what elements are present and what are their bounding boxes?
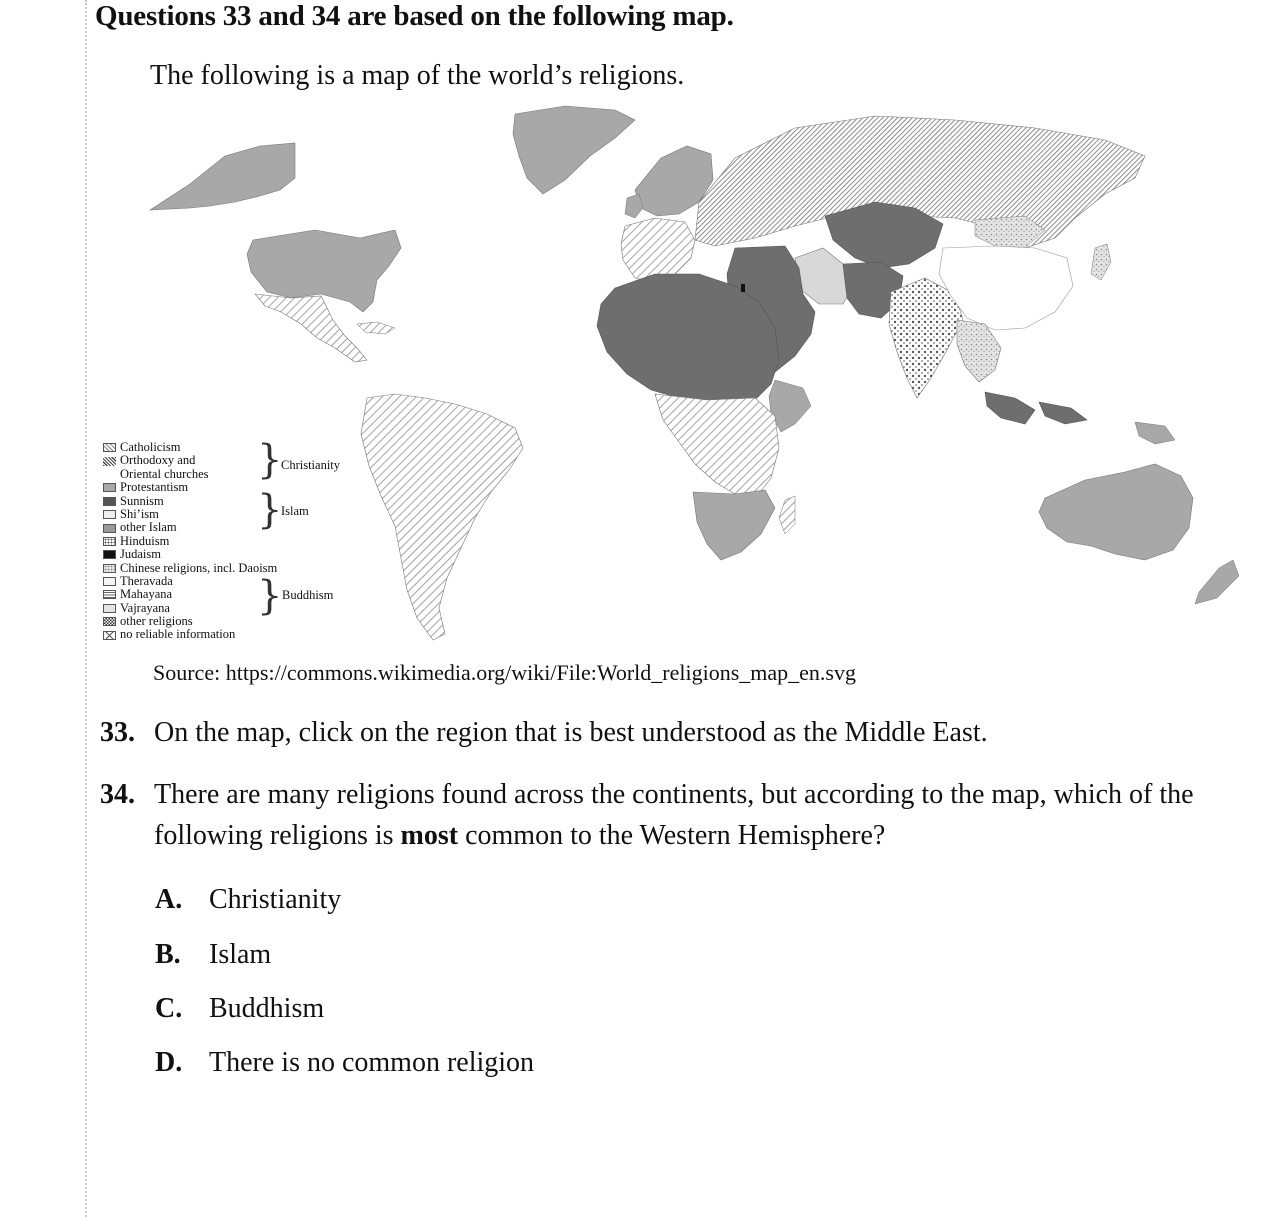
legend-group-islam: Islam — [281, 504, 309, 518]
legend-label: Sunnism — [120, 493, 164, 508]
legend-row-catholicism — [103, 441, 363, 454]
legend-label: Mahayana — [120, 587, 173, 602]
region-papua-new-guinea[interactable] — [1135, 422, 1175, 444]
checker-icon — [103, 617, 116, 626]
legend-label: Shi’ism — [120, 506, 159, 521]
light-fill-icon — [103, 510, 116, 519]
answer-option-d[interactable] — [155, 1047, 534, 1079]
section-heading: Questions 33 and 34 are based on the following map. — [95, 0, 734, 32]
option-text: There is no common religion — [209, 1047, 535, 1078]
legend-row-sunnism — [103, 495, 363, 508]
dense-diagonal-hatch-icon — [103, 457, 116, 466]
region-greenland[interactable] — [513, 106, 635, 194]
region-mexico-central-america[interactable] — [255, 294, 367, 362]
legend-label: Judaism — [120, 547, 161, 562]
legend-group-buddhism: Buddhism — [282, 588, 334, 602]
region-madagascar[interactable] — [779, 496, 795, 534]
legend-label: Chinese religions, incl. Daoism — [120, 560, 278, 575]
christianity-brace: } — [257, 437, 283, 483]
question-text-post: common to the Western Hemisphere? — [458, 820, 886, 851]
legend-label: other religions — [120, 614, 193, 629]
region-alaska[interactable] — [150, 143, 295, 210]
legend-row-protestantism — [103, 481, 363, 494]
light-gray-icon — [103, 483, 116, 492]
question-number: 34. — [100, 779, 135, 810]
legend-label: no reliable information — [120, 627, 236, 642]
legend-row-vajrayana — [103, 602, 363, 615]
legend-label: Hinduism — [120, 533, 170, 548]
speckled-icon — [103, 564, 116, 573]
black-icon — [103, 550, 116, 559]
dotted-icon — [103, 537, 116, 546]
fine-dots-icon — [103, 604, 116, 613]
region-australia[interactable] — [1039, 464, 1193, 560]
legend-row-shiism — [103, 508, 363, 521]
horizontal-lines-icon — [103, 590, 116, 599]
question-number: 33. — [100, 717, 135, 748]
diagonal-hatch-icon — [103, 443, 116, 452]
region-southern-africa[interactable] — [693, 490, 775, 560]
question-33 — [100, 712, 1280, 753]
region-israel[interactable] — [741, 284, 745, 292]
option-letter: A. — [155, 884, 183, 915]
question-34 — [100, 774, 1280, 856]
question-text-line1: There are many religions found across the continents, but according to the map, which of the — [154, 779, 1194, 810]
medium-gray-icon — [103, 524, 116, 533]
option-text: Islam — [209, 939, 272, 970]
region-western-europe[interactable] — [621, 218, 695, 282]
cross-box-icon — [103, 631, 116, 640]
question-text: On the map, click on the region that is best understood as the Middle East. — [154, 717, 988, 748]
world-religions-map[interactable] — [95, 98, 1285, 658]
answer-option-c[interactable] — [155, 993, 324, 1025]
legend-group-christianity: Christianity — [281, 458, 341, 472]
legend-label: Vajrayana — [120, 600, 170, 615]
page-margin-line — [85, 0, 87, 1217]
region-south-america[interactable] — [361, 394, 523, 640]
pale-outline-icon — [103, 577, 116, 586]
option-letter: D. — [155, 1047, 183, 1078]
region-caribbean[interactable] — [357, 322, 395, 334]
option-text: Christianity — [209, 884, 342, 915]
islam-brace: } — [257, 487, 283, 533]
legend-label: Theravada — [120, 573, 173, 588]
answer-option-b[interactable] — [155, 939, 271, 971]
region-japan[interactable] — [1091, 244, 1111, 280]
option-letter: B. — [155, 939, 181, 970]
legend-row-hinduism — [103, 535, 363, 548]
legend-row-theravada — [103, 575, 363, 588]
legend-label: Protestantism — [120, 480, 189, 495]
legend-label: Oriental churches — [120, 466, 209, 481]
region-indonesia[interactable] — [985, 392, 1087, 424]
legend-row-other-islam — [103, 521, 363, 534]
answer-option-a[interactable] — [155, 884, 341, 916]
question-text-pre: following religions is — [154, 820, 401, 851]
region-new-zealand[interactable] — [1195, 560, 1239, 604]
region-central-africa[interactable] — [655, 394, 779, 496]
spacer-icon — [103, 470, 116, 479]
option-text: Buddhism — [209, 993, 325, 1024]
legend-row-judaism — [103, 548, 363, 561]
map-intro: The following is a map of the world’s religions. — [150, 60, 685, 91]
map-source: Source: https://commons.wikimedia.org/wiki/File:World_religions_map_en.svg — [153, 660, 856, 685]
question-text-emphasis: most — [400, 820, 459, 851]
legend-row-chinese — [103, 562, 363, 575]
option-letter: C. — [155, 993, 183, 1024]
dark-gray-icon — [103, 497, 116, 506]
question-text-line2 — [100, 815, 1280, 856]
legend-row-other-religions — [103, 615, 363, 628]
buddhism-brace: } — [257, 573, 283, 619]
legend-label: Catholicism — [120, 440, 181, 454]
legend-label: other Islam — [120, 520, 177, 535]
legend-row-no-info — [103, 628, 363, 641]
legend-label: Orthodoxy and — [120, 453, 196, 468]
